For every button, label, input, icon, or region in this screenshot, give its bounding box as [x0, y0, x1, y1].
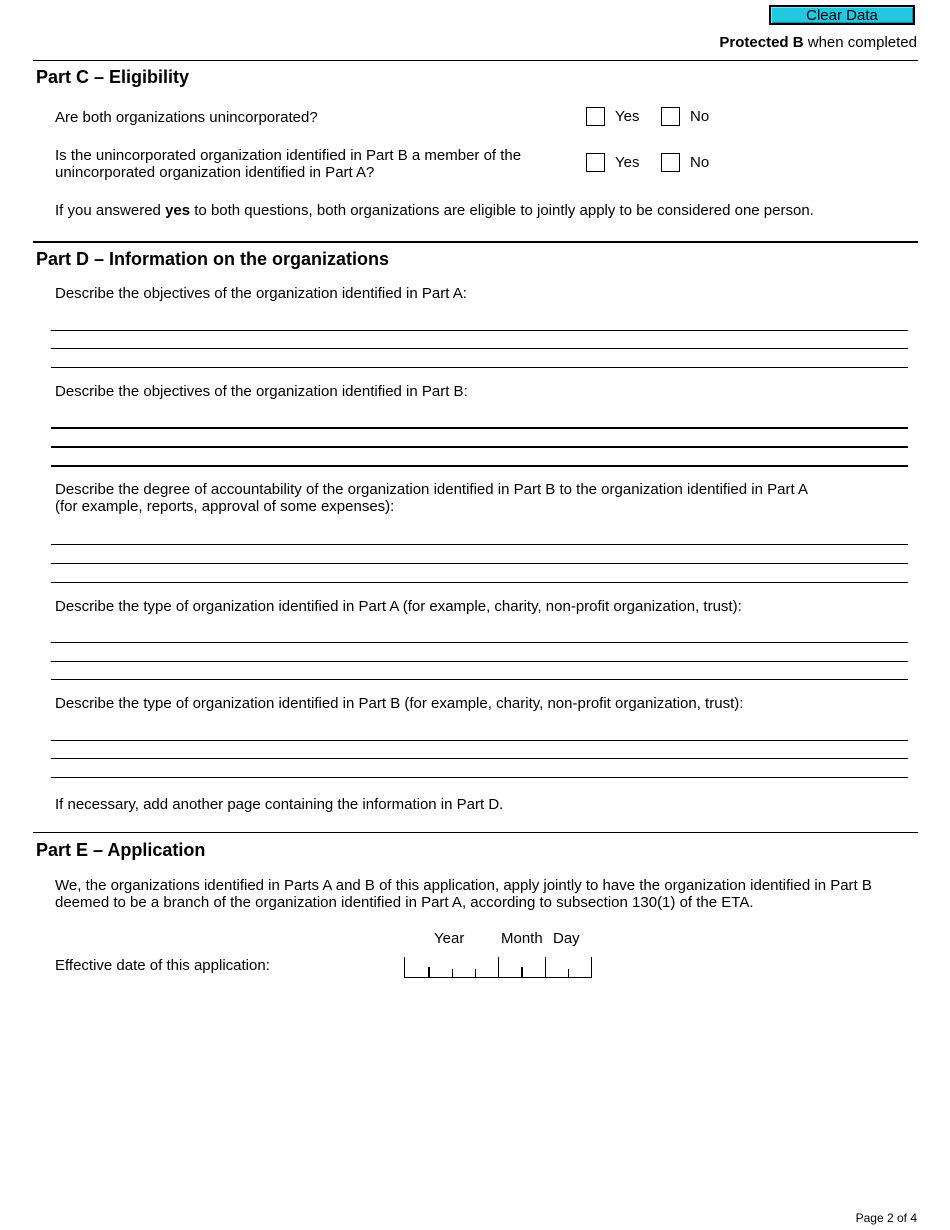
note-bold: yes	[165, 202, 191, 219]
q3-line-1: Describe the degree of accountability of the organization identified in Part B to the organization identified in Part A	[55, 481, 808, 498]
answer-line[interactable]	[51, 427, 908, 429]
answer-line[interactable]	[51, 367, 908, 368]
part-c-question-2	[55, 147, 521, 181]
part-d-note: If necessary, add another page containing the information in Part D.	[55, 796, 504, 813]
q1-yes-label: Yes	[615, 108, 640, 125]
answer-line[interactable]	[51, 777, 908, 778]
protected-notice	[719, 34, 917, 51]
answer-line[interactable]	[51, 582, 908, 583]
answer-line[interactable]	[51, 563, 908, 564]
date-day-label: Day	[553, 930, 580, 947]
part-d-question-4: Describe the type of organization identified in Part A (for example, charity, non-profit organization, trust):	[55, 598, 742, 615]
para-line-1: We, the organizations identified in Parts A and B of this application, apply jointly to have the organization identified in Part B	[55, 877, 872, 894]
protected-suffix: when completed	[803, 34, 917, 51]
effective-date-label: Effective date of this application:	[55, 957, 270, 974]
answer-line[interactable]	[51, 446, 908, 448]
part-c-question-1: Are both organizations unincorporated?	[55, 109, 318, 126]
para-line-2: deemed to be a branch of the organization identified in Part A, according to subsection 130(1) of the ETA.	[55, 894, 754, 911]
date-tick	[475, 969, 476, 977]
q2-yes-checkbox[interactable]	[586, 153, 605, 172]
date-separator	[498, 957, 499, 977]
note-before: If you answered	[55, 202, 166, 219]
answer-line[interactable]	[51, 740, 908, 741]
q3-line-2: (for example, reports, approval of some expenses):	[55, 498, 395, 515]
clear-data-button[interactable]: Clear Data	[769, 5, 915, 25]
q2-line-2: unincorporated organization identified in Part A?	[55, 164, 375, 181]
date-tick	[428, 967, 430, 977]
q2-yes-label: Yes	[615, 154, 640, 171]
part-c-title: Part C – Eligibility	[36, 67, 190, 87]
eligibility-note	[55, 202, 814, 219]
application-paragraph	[55, 877, 872, 911]
q2-no-label: No	[690, 154, 710, 171]
answer-line[interactable]	[51, 348, 908, 349]
answer-line[interactable]	[51, 661, 908, 662]
q1-no-label: No	[690, 108, 710, 125]
q1-yes-checkbox[interactable]	[586, 107, 605, 126]
part-d-question-5: Describe the type of organization identified in Part B (for example, charity, non-profit organization, trust):	[55, 695, 744, 712]
effective-date-input[interactable]	[404, 957, 592, 978]
q2-no-checkbox[interactable]	[661, 153, 680, 172]
page-number: Page 2 of 4	[855, 1211, 917, 1225]
part-d-question-3	[55, 481, 808, 515]
q2-line-1: Is the unincorporated organization identified in Part B a member of the	[55, 147, 522, 164]
part-d-question-2: Describe the objectives of the organization identified in Part B:	[55, 383, 468, 400]
answer-line[interactable]	[51, 330, 908, 331]
part-d-question-1: Describe the objectives of the organization identified in Part A:	[55, 285, 467, 302]
date-tick	[568, 969, 569, 977]
section-divider	[33, 832, 918, 833]
section-divider	[33, 241, 918, 243]
part-e-title: Part E – Application	[36, 840, 206, 860]
q1-no-checkbox[interactable]	[661, 107, 680, 126]
protected-level: Protected B	[719, 34, 804, 51]
answer-line[interactable]	[51, 642, 908, 643]
answer-line[interactable]	[51, 758, 908, 759]
date-year-label: Year	[434, 930, 465, 947]
date-tick	[452, 969, 453, 977]
answer-line[interactable]	[51, 544, 908, 545]
answer-line[interactable]	[51, 465, 908, 467]
answer-line[interactable]	[51, 679, 908, 680]
date-tick	[521, 967, 523, 977]
note-after: to both questions, both organizations are eligible to jointly apply to be considered one person.	[190, 202, 814, 219]
date-month-label: Month	[501, 930, 543, 947]
date-separator	[545, 957, 546, 977]
section-divider	[33, 60, 918, 61]
part-d-title: Part D – Information on the organizations	[36, 249, 390, 269]
